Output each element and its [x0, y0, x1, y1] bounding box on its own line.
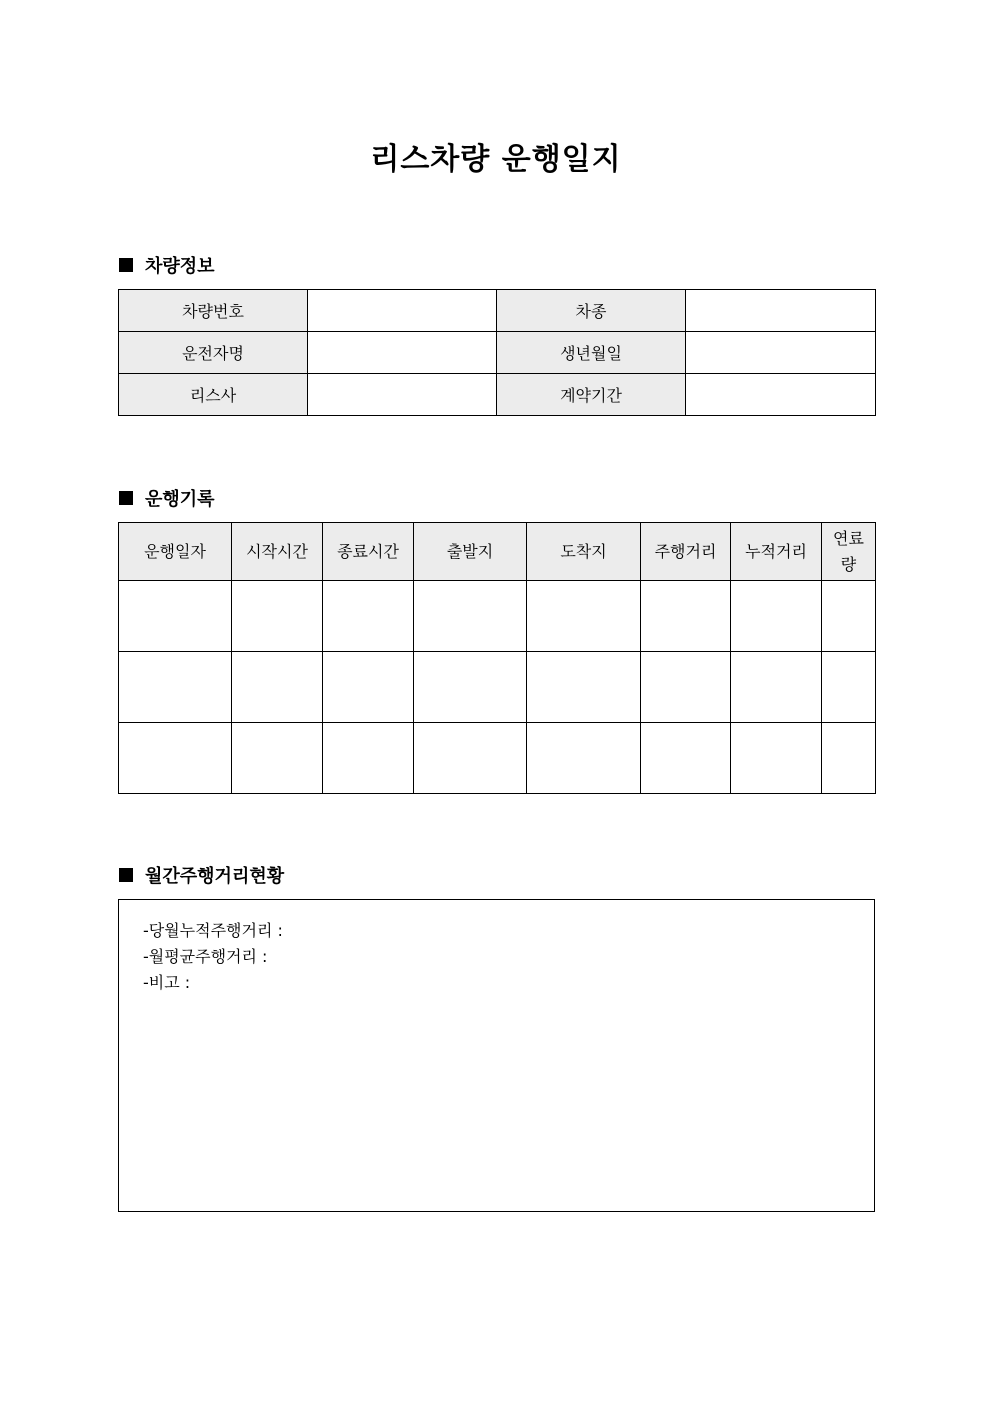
- vehicle-model-field[interactable]: [686, 290, 876, 332]
- table-cell[interactable]: [323, 723, 414, 794]
- vehicle-info-table: [118, 289, 876, 416]
- driver-name-field[interactable]: [308, 332, 497, 374]
- label-vehicle-number: 차량번호: [119, 290, 308, 332]
- driving-log-table: [118, 522, 876, 794]
- table-cell[interactable]: [731, 652, 822, 723]
- table-cell[interactable]: [641, 723, 731, 794]
- table-cell[interactable]: [119, 581, 232, 652]
- square-bullet-icon: [119, 491, 133, 505]
- table-row: [119, 332, 876, 374]
- table-row: [119, 374, 876, 416]
- table-cell[interactable]: [119, 723, 232, 794]
- label-contract-period: 계약기간: [497, 374, 686, 416]
- table-cell[interactable]: [527, 581, 641, 652]
- section-heading-driving-log: [119, 486, 215, 510]
- summary-line-remarks: -비고 :: [143, 973, 191, 992]
- label-vehicle-model: 차종: [497, 290, 686, 332]
- table-cell[interactable]: [731, 723, 822, 794]
- table-row: [119, 581, 876, 652]
- table-row: [119, 290, 876, 332]
- column-header-departure: 출발지: [414, 523, 527, 581]
- table-cell[interactable]: [414, 652, 527, 723]
- column-header-cumulative-distance: 누적거리: [731, 523, 822, 581]
- monthly-summary-box[interactable]: [118, 899, 875, 1212]
- square-bullet-icon: [119, 258, 133, 272]
- table-cell[interactable]: [323, 581, 414, 652]
- summary-line-monthly-cumulative-distance: -당월누적주행거리 :: [143, 921, 283, 940]
- column-header-end-time: 종료시간: [323, 523, 414, 581]
- table-cell[interactable]: [527, 723, 641, 794]
- table-cell[interactable]: [822, 723, 876, 794]
- column-header-fuel: 연료 량: [822, 523, 876, 581]
- square-bullet-icon: [119, 868, 133, 882]
- document-title: 리스차량 운행일지: [370, 142, 622, 177]
- summary-lines: [143, 918, 283, 996]
- label-birth-date: 생년월일: [497, 332, 686, 374]
- section-heading-vehicle-info: [119, 253, 215, 277]
- table-cell[interactable]: [527, 652, 641, 723]
- summary-line-monthly-average-distance: -월평균주행거리 :: [143, 947, 268, 966]
- column-header-date: 운행일자: [119, 523, 232, 581]
- table-cell[interactable]: [232, 723, 323, 794]
- table-cell[interactable]: [822, 581, 876, 652]
- section-heading-label: 운행기록: [145, 489, 215, 510]
- birth-date-field[interactable]: [686, 332, 876, 374]
- column-header-start-time: 시작시간: [232, 523, 323, 581]
- label-lease-company: 리스사: [119, 374, 308, 416]
- section-heading-label: 월간주행거리현황: [145, 866, 285, 887]
- table-cell[interactable]: [641, 652, 731, 723]
- section-heading-monthly-summary: [119, 863, 284, 887]
- table-cell[interactable]: [641, 581, 731, 652]
- section-heading-label: 차량정보: [145, 256, 215, 277]
- table-header-row: [119, 523, 876, 581]
- table-cell[interactable]: [822, 652, 876, 723]
- label-driver-name: 운전자명: [119, 332, 308, 374]
- vehicle-number-field[interactable]: [308, 290, 497, 332]
- table-cell[interactable]: [731, 581, 822, 652]
- column-header-distance: 주행거리: [641, 523, 731, 581]
- table-cell[interactable]: [414, 581, 527, 652]
- table-cell[interactable]: [414, 723, 527, 794]
- table-cell[interactable]: [119, 652, 232, 723]
- table-cell[interactable]: [232, 581, 323, 652]
- table-cell[interactable]: [323, 652, 414, 723]
- column-header-destination: 도착지: [527, 523, 641, 581]
- lease-company-field[interactable]: [308, 374, 497, 416]
- table-row: [119, 723, 876, 794]
- contract-period-field[interactable]: [686, 374, 876, 416]
- table-cell[interactable]: [232, 652, 323, 723]
- table-row: [119, 652, 876, 723]
